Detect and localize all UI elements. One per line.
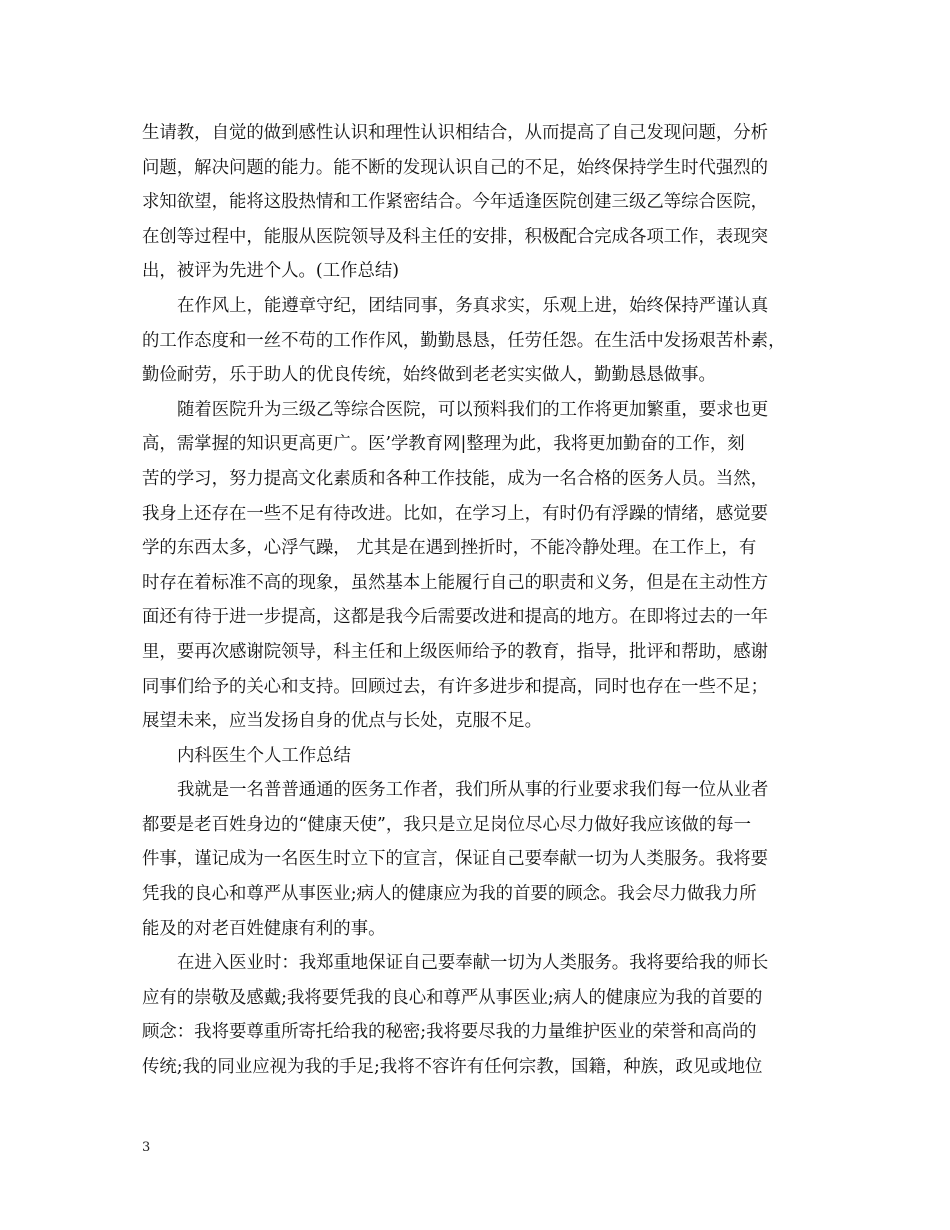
text-line: 生请教，自觉的做到感性认识和理性认识相结合，从而提高了自己发现问题，分析 xyxy=(142,123,769,143)
text-line: 在作风上，能遵章守纪，团结同事，务真求实，乐观上进，始终保持严谨认真 xyxy=(177,295,769,316)
text-line: 里，要再次感谢院领导，科主任和上级医师给予的教育，指导，批评和帮助，感谢 xyxy=(142,641,769,662)
text-line: 凭我的良心和尊严从事医业;病人的健康应为我的首要的顾念。我会尽力做我力所 xyxy=(142,884,757,905)
text-line: 时存在着标准不高的现象，虽然基本上能履行自己的职责和义务，但是在主动性方 xyxy=(142,572,769,593)
text-line: 在进入医业时：我郑重地保证自己要奉献一切为人类服务。我将要给我的师长 xyxy=(177,953,769,974)
text-line: 苦的学习，努力提高文化素质和各种工作技能，成为一名合格的医务人员。当然， xyxy=(142,468,769,489)
text-line: 件事，谨记成为一名医生时立下的宣言，保证自己要奉献一切为人类服务。我将要 xyxy=(142,849,769,870)
text-line: 我就是一名普普通通的医务工作者，我们所从事的行业要求我们每一位从业者 xyxy=(177,780,769,801)
text-line: 出，被评为先进个人。(工作总结) xyxy=(142,261,400,282)
page-number: 3 xyxy=(142,1140,151,1155)
text-line: 在创等过程中，能服从医院领导及科主任的安排，积极配合完成各项工作，表现突 xyxy=(142,226,769,247)
text-line: 学的东西太多，心浮气躁， 尤其是在遇到挫折时，不能冷静处理。在工作上，有 xyxy=(142,538,757,559)
document-body xyxy=(142,116,824,1085)
text-line: 应有的崇敬及感戴;我将要凭我的良心和尊严从事医业;病人的健康应为我的首要的 xyxy=(142,987,763,1008)
text-line: 同事们给予的关心和支持。回顾过去，有许多进步和提高，同时也存在一些不足； xyxy=(142,676,769,697)
text-line: 的工作态度和一丝不苟的工作作风，勤勤恳恳，任劳任怨。在生活中发扬艰苦朴素， xyxy=(142,330,786,351)
text-line: 展望未来，应当发扬自身的优点与长处，克服不足。 xyxy=(142,711,542,732)
text-line: 随着医院升为三级乙等综合医院，可以预料我们的工作将更加繁重，要求也更 xyxy=(177,399,769,420)
text-line: 勤俭耐劳，乐于助人的优良传统，始终做到老老实实做人，勤勤恳恳做事。 xyxy=(142,365,716,386)
text-line: 问题，解决问题的能力。能不断的发现认识自己的不足，始终保持学生时代强烈的 xyxy=(142,157,769,178)
text-line: 面还有待于进一步提高，这都是我今后需要改进和提高的地方。在即将过去的一年 xyxy=(142,607,769,628)
text-line: 内科医生个人工作总结 xyxy=(177,745,351,766)
text-line: 我身上还存在一些不足有待改进。比如，在学习上，有时仍有浮躁的情绪，感觉要 xyxy=(142,503,769,524)
text-line: 高，需掌握的知识更高更广。医’学教育网|整理为此，我将更加勤奋的工作，刻 xyxy=(142,434,745,455)
text-line: 能及的对老百姓健康有利的事。 xyxy=(142,918,386,939)
text-line: 都要是老百姓身边的“健康天使”，我只是立足岗位尽心尽力做好我应该做的每一 xyxy=(142,814,752,835)
text-line: 顾念：我将要尊重所寄托给我的秘密;我将要尽我的力量维护医业的荣誉和高尚的 xyxy=(142,1022,757,1043)
text-line: 传统;我的同业应视为我的手足;我将不容许有任何宗教，国籍，种族，政见或地位 xyxy=(142,1057,763,1078)
text-line: 求知欲望，能将这股热情和工作紧密结合。今年适逢医院创建三级乙等综合医院， xyxy=(142,192,769,213)
